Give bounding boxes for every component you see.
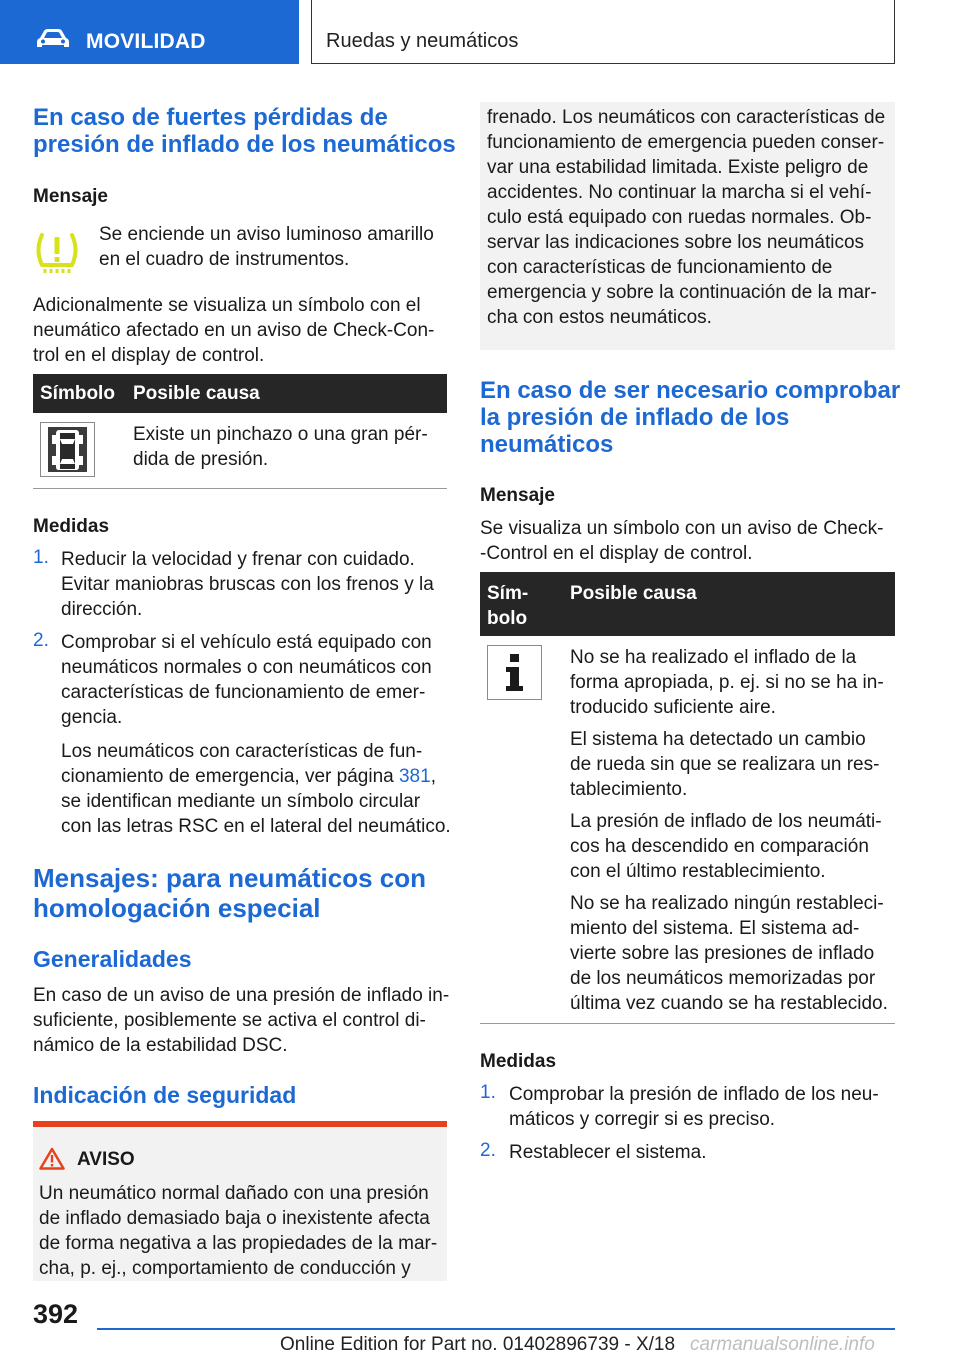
symbol-table-header xyxy=(33,374,447,413)
symbol-table-header-2 xyxy=(480,572,895,636)
car-icon xyxy=(36,28,70,50)
step-2-text-2: Restablecer el sistema. xyxy=(509,1142,707,1163)
measures-heading-2: Medidas xyxy=(480,1051,557,1072)
step-1-text: Reducir la velocidad y frenar con cuidado. Evitar maniobras bruscas con los frenos y la dirección. xyxy=(61,549,434,620)
col-symbol: Sím- bolo xyxy=(487,583,529,629)
main-heading: Mensajes: para neumáticos con homologación especial xyxy=(33,863,427,923)
warning-triangle-icon xyxy=(39,1147,65,1170)
col-cause: Posible causa xyxy=(570,583,697,604)
warning-text: Un neumático normal dañado con una presión de inflado demasiado baja o inexistente afecta de forma negativa a las propiedades de la mar- cha, p. ej., comportamiento de conducción y xyxy=(39,1183,438,1279)
run-flat-note: Los neumáticos con características de fun- cionamiento de emergencia, ver página 381, se identifican mediante un símbolo circular con las letras RSC en el lateral del neumático. xyxy=(61,741,451,837)
safety-heading: Indicación de seguridad xyxy=(33,1082,297,1108)
cause-text-3: El sistema ha detectado un cambio de rueda sin que se realizara un res- tablecimiento. xyxy=(570,729,880,800)
message-text: Se enciende un aviso luminoso amarillo en el cuadro de instrumentos. xyxy=(99,224,434,270)
step-2-text: Comprobar si el vehículo está equipado con neumáticos normales o con neumáticos con características de funcionamiento de emer- gencia. xyxy=(61,632,432,728)
general-heading: Generalidades xyxy=(33,946,192,972)
page-link[interactable]: 381 xyxy=(398,766,431,787)
intro-paragraph: Adicionalmente se visualiza un símbolo con el neumático afectado en un aviso de Check-Con- trol en el display de control. xyxy=(33,295,435,366)
table-divider xyxy=(33,488,447,489)
message-text-2: Se visualiza un símbolo con un aviso de Check- -Control en el display de control. xyxy=(480,518,884,564)
step-number: 2. xyxy=(33,630,49,651)
chapter-label: Ruedas y neumáticos xyxy=(326,30,519,52)
cause-text-4: La presión de inflado de los neumáti- cos ha descendido en comparación con el último restablecimiento. xyxy=(570,811,882,882)
warning-title: AVISO xyxy=(77,1149,135,1170)
step-1-text-2: Comprobar la presión de inflado de los neu- máticos y corregir si es preciso. xyxy=(509,1084,879,1130)
section-title-2: En caso de ser necesario comprobar la presión de inflado de los neumáticos xyxy=(480,377,901,458)
measures-heading: Medidas xyxy=(33,516,110,537)
step-number: 2. xyxy=(480,1140,496,1161)
warning-continuation-text: frenado. Los neumáticos con características de funcionamiento de emergencia pueden conser- var una estabilidad limitada. Existe peligro de accidentes. No continuar la marcha si el vehí- culo está equipado con ruedas normales. Ob- servar las indicaciones sobre los neumáticos con características de funcionamiento de emergencia y sobre la continuación de la mar- cha con estos neumáticos. xyxy=(487,107,886,328)
page-number: 392 xyxy=(33,1299,79,1329)
cause-text: Existe un pinchazo o una gran pér- dida de presión. xyxy=(133,424,428,470)
general-text: En caso de un aviso de una presión de inflado in- suficiente, posiblemente se activa el control di- námico de la estabilidad DSC. xyxy=(33,985,450,1056)
step-number: 1. xyxy=(33,547,49,568)
table-divider xyxy=(480,1023,895,1024)
edition-text: Online Edition for Part no. 01402896739 - X/18 xyxy=(280,1334,676,1355)
section-tab[interactable] xyxy=(0,0,299,64)
tire-pressure-warning-icon xyxy=(33,228,81,276)
message-heading-2: Mensaje xyxy=(480,485,555,506)
step-number: 1. xyxy=(480,1082,496,1103)
section-label: MOVILIDAD xyxy=(86,30,206,53)
message-heading: Mensaje xyxy=(33,186,108,207)
chapter-header xyxy=(311,0,895,64)
col-cause: Posible causa xyxy=(133,383,260,404)
cause-text-5: No se ha realizado ningún restableci- miento del sistema. El sistema ad- vierte sobre las presiones de inflado de los neumáticos memorizadas por última vez cuando se ha restablecido. xyxy=(570,893,888,1014)
section-title: En caso de fuertes pérdidas de presión de inflado de los neumáticos xyxy=(33,104,456,158)
warning-bar xyxy=(33,1121,447,1127)
flat-tire-car-icon xyxy=(40,422,95,477)
cause-text-2: No se ha realizado el inflado de la forma apropiada, p. ej. si no se ha in- troducido suficiente aire. xyxy=(570,647,884,718)
col-symbol: Símbolo xyxy=(40,383,115,404)
watermark: carmanualsonline.info xyxy=(690,1334,875,1355)
footer-rule xyxy=(97,1328,895,1330)
info-icon xyxy=(487,645,542,700)
